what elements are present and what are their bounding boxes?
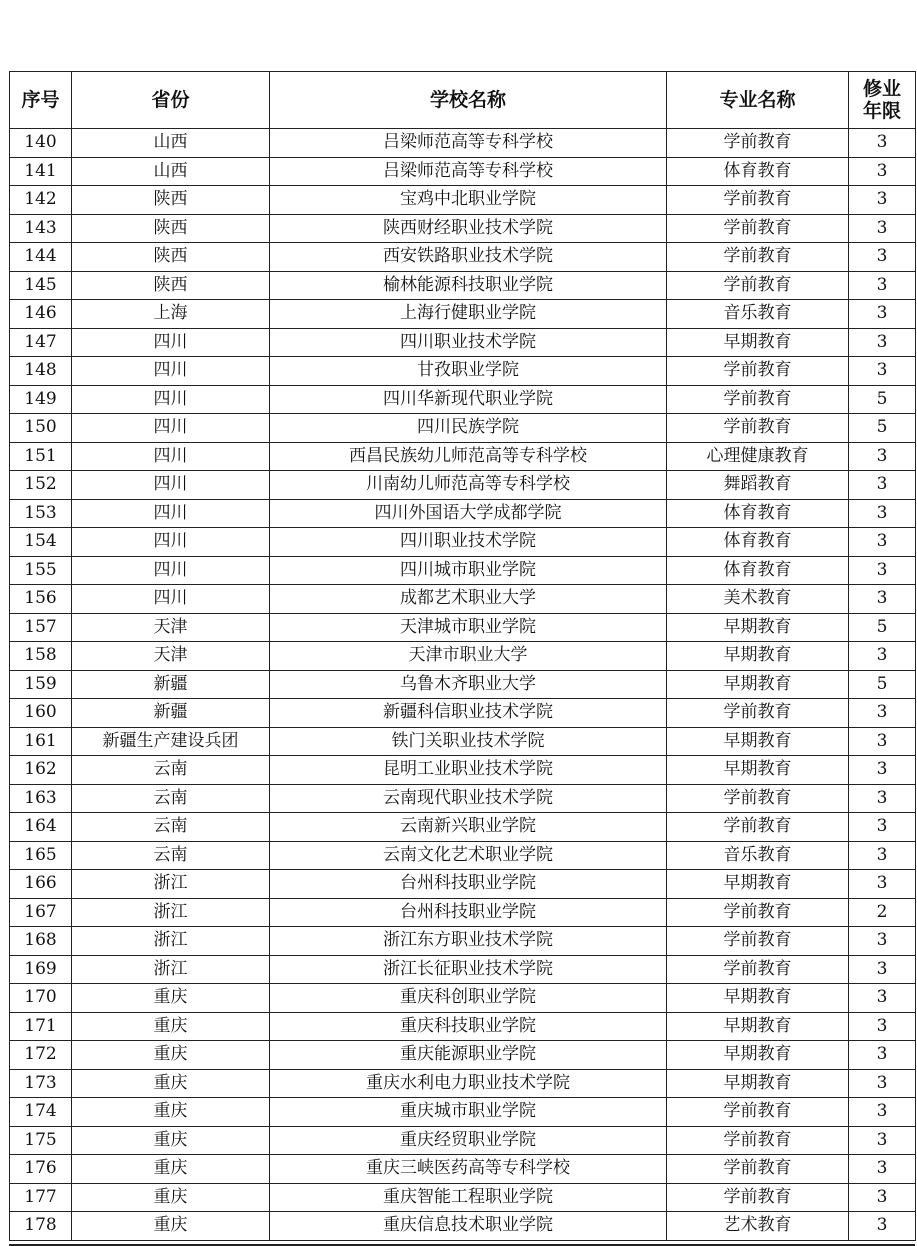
cell-years: 3: [849, 214, 916, 243]
cell-province: 四川: [72, 385, 270, 414]
table-row: [10, 214, 916, 243]
cell-index: 174: [10, 1098, 72, 1127]
cell-province: 山西: [72, 129, 270, 158]
cell-school: 重庆科创职业学院: [270, 984, 667, 1013]
cell-school: 天津市职业大学: [270, 642, 667, 671]
cell-major: 学前教育: [667, 898, 849, 927]
cell-school: 乌鲁木齐职业大学: [270, 670, 667, 699]
cell-province: 四川: [72, 528, 270, 557]
cell-index: 175: [10, 1126, 72, 1155]
cell-province: 浙江: [72, 898, 270, 927]
cell-index: 147: [10, 328, 72, 357]
cell-years: 3: [849, 157, 916, 186]
table-row: [10, 813, 916, 842]
cell-index: 173: [10, 1069, 72, 1098]
cell-years: 3: [849, 1069, 916, 1098]
cell-province: 新疆: [72, 670, 270, 699]
table-row: [10, 243, 916, 272]
cell-major: 体育教育: [667, 556, 849, 585]
table-row: [10, 699, 916, 728]
cell-province: 云南: [72, 756, 270, 785]
cell-years: 3: [849, 499, 916, 528]
cell-province: 云南: [72, 841, 270, 870]
table-row: [10, 955, 916, 984]
cell-years: 3: [849, 271, 916, 300]
cell-years: 3: [849, 129, 916, 158]
table-row: [10, 157, 916, 186]
cell-major: 美术教育: [667, 585, 849, 614]
cell-years: 5: [849, 385, 916, 414]
table-row: [10, 1012, 916, 1041]
cell-major: 音乐教育: [667, 841, 849, 870]
cell-years: 3: [849, 1212, 916, 1241]
cell-index: 164: [10, 813, 72, 842]
cell-province: 天津: [72, 642, 270, 671]
cell-index: 171: [10, 1012, 72, 1041]
table-row: [10, 1155, 916, 1184]
cell-index: 176: [10, 1155, 72, 1184]
cell-years: 3: [849, 471, 916, 500]
cell-index: 165: [10, 841, 72, 870]
cell-province: 四川: [72, 585, 270, 614]
table-row: [10, 642, 916, 671]
cell-index: 158: [10, 642, 72, 671]
cell-major: 学前教育: [667, 414, 849, 443]
cell-province: 上海: [72, 300, 270, 329]
cell-province: 天津: [72, 613, 270, 642]
cell-years: 3: [849, 756, 916, 785]
cell-major: 学前教育: [667, 927, 849, 956]
table-row: [10, 784, 916, 813]
table-row: [10, 471, 916, 500]
cell-index: 161: [10, 727, 72, 756]
cell-years: 3: [849, 442, 916, 471]
cell-major: 学前教育: [667, 784, 849, 813]
header-row: [10, 72, 916, 129]
table-row: [10, 756, 916, 785]
cell-school: 铁门关职业技术学院: [270, 727, 667, 756]
cell-province: 四川: [72, 499, 270, 528]
cell-school: 甘孜职业学院: [270, 357, 667, 386]
cell-years: 3: [849, 955, 916, 984]
cell-major: 体育教育: [667, 499, 849, 528]
cell-major: 早期教育: [667, 1041, 849, 1070]
cell-major: 早期教育: [667, 328, 849, 357]
cell-major: 早期教育: [667, 984, 849, 1013]
cell-major: 早期教育: [667, 613, 849, 642]
cell-years: 3: [849, 1041, 916, 1070]
cell-years: 3: [849, 1012, 916, 1041]
cell-school: 西昌民族幼儿师范高等专科学校: [270, 442, 667, 471]
cell-index: 160: [10, 699, 72, 728]
cell-major: 学前教育: [667, 1126, 849, 1155]
table-row: [10, 727, 916, 756]
cell-province: 新疆生产建设兵团: [72, 727, 270, 756]
cell-index: 141: [10, 157, 72, 186]
cell-school: 川南幼儿师范高等专科学校: [270, 471, 667, 500]
cell-major: 早期教育: [667, 642, 849, 671]
cell-major: 学前教育: [667, 129, 849, 158]
cell-province: 重庆: [72, 1155, 270, 1184]
cell-index: 177: [10, 1183, 72, 1212]
table-row: [10, 499, 916, 528]
table-row: [10, 129, 916, 158]
cell-school: 吕梁师范高等专科学校: [270, 157, 667, 186]
cell-years: 3: [849, 186, 916, 215]
cell-major: 学前教育: [667, 699, 849, 728]
cell-index: 142: [10, 186, 72, 215]
cell-index: 151: [10, 442, 72, 471]
cell-province: 重庆: [72, 1098, 270, 1127]
cell-school: 宝鸡中北职业学院: [270, 186, 667, 215]
cell-index: 169: [10, 955, 72, 984]
cell-school: 重庆科技职业学院: [270, 1012, 667, 1041]
cell-school: 浙江长征职业技术学院: [270, 955, 667, 984]
cell-index: 178: [10, 1212, 72, 1241]
table-row: [10, 927, 916, 956]
cell-province: 陕西: [72, 271, 270, 300]
cell-school: 重庆智能工程职业学院: [270, 1183, 667, 1212]
header-province: 省份: [72, 72, 270, 129]
cell-school: 四川职业技术学院: [270, 528, 667, 557]
cell-school: 成都艺术职业大学: [270, 585, 667, 614]
table-row: [10, 1212, 916, 1241]
cell-school: 西安铁路职业技术学院: [270, 243, 667, 272]
cell-province: 浙江: [72, 870, 270, 899]
cell-index: 148: [10, 357, 72, 386]
cell-years: 3: [849, 556, 916, 585]
cell-index: 152: [10, 471, 72, 500]
cell-years: 3: [849, 585, 916, 614]
cell-major: 学前教育: [667, 1183, 849, 1212]
table-row: [10, 1183, 916, 1212]
cell-major: 早期教育: [667, 1069, 849, 1098]
cell-major: 心理健康教育: [667, 442, 849, 471]
cell-major: 舞蹈教育: [667, 471, 849, 500]
cell-province: 四川: [72, 442, 270, 471]
cell-major: 音乐教育: [667, 300, 849, 329]
cell-province: 重庆: [72, 984, 270, 1013]
cell-years: 3: [849, 699, 916, 728]
school-major-table: [9, 71, 916, 1241]
cell-years: 3: [849, 1098, 916, 1127]
cell-school: 重庆水利电力职业技术学院: [270, 1069, 667, 1098]
table-row: [10, 670, 916, 699]
cell-years: 3: [849, 328, 916, 357]
table-row: [10, 984, 916, 1013]
cell-school: 云南现代职业技术学院: [270, 784, 667, 813]
table-row: [10, 1126, 916, 1155]
cell-index: 150: [10, 414, 72, 443]
cell-province: 重庆: [72, 1069, 270, 1098]
cell-index: 144: [10, 243, 72, 272]
cell-years: 2: [849, 898, 916, 927]
cell-major: 艺术教育: [667, 1212, 849, 1241]
cell-years: 3: [849, 984, 916, 1013]
cell-years: 3: [849, 927, 916, 956]
cell-index: 153: [10, 499, 72, 528]
cell-province: 四川: [72, 328, 270, 357]
cell-province: 重庆: [72, 1126, 270, 1155]
cell-years: 5: [849, 670, 916, 699]
table-header: [10, 72, 916, 129]
table-row: [10, 1041, 916, 1070]
cell-school: 四川职业技术学院: [270, 328, 667, 357]
cell-major: 学前教育: [667, 214, 849, 243]
cell-years: 3: [849, 870, 916, 899]
cell-school: 吕梁师范高等专科学校: [270, 129, 667, 158]
cell-years: 3: [849, 1155, 916, 1184]
cell-province: 山西: [72, 157, 270, 186]
cell-index: 168: [10, 927, 72, 956]
table-row: [10, 186, 916, 215]
cell-province: 云南: [72, 784, 270, 813]
table-row: [10, 585, 916, 614]
table-row: [10, 1069, 916, 1098]
cell-major: 学前教育: [667, 1098, 849, 1127]
header-years-line1: 修业: [862, 78, 901, 100]
cell-school: 重庆信息技术职业学院: [270, 1212, 667, 1241]
cell-province: 四川: [72, 414, 270, 443]
cell-years: 3: [849, 1126, 916, 1155]
cell-index: 172: [10, 1041, 72, 1070]
cell-school: 重庆三峡医药高等专科学校: [270, 1155, 667, 1184]
cell-school: 四川民族学院: [270, 414, 667, 443]
cell-province: 重庆: [72, 1212, 270, 1241]
table-row: [10, 414, 916, 443]
cell-years: 3: [849, 1183, 916, 1212]
cell-school: 四川城市职业学院: [270, 556, 667, 585]
table-row: [10, 613, 916, 642]
cell-school: 重庆经贸职业学院: [270, 1126, 667, 1155]
table-row: [10, 357, 916, 386]
header-major: 专业名称: [667, 72, 849, 129]
cell-years: 3: [849, 642, 916, 671]
table-row: [10, 385, 916, 414]
cell-school: 重庆能源职业学院: [270, 1041, 667, 1070]
header-index: 序号: [10, 72, 72, 129]
cell-index: 162: [10, 756, 72, 785]
cell-index: 156: [10, 585, 72, 614]
cell-major: 学前教育: [667, 243, 849, 272]
table-row: [10, 442, 916, 471]
cell-years: 3: [849, 528, 916, 557]
table-row: [10, 1098, 916, 1127]
cell-index: 159: [10, 670, 72, 699]
cell-major: 学前教育: [667, 271, 849, 300]
cell-years: 3: [849, 357, 916, 386]
cell-index: 140: [10, 129, 72, 158]
cell-school: 重庆城市职业学院: [270, 1098, 667, 1127]
header-school: 学校名称: [270, 72, 667, 129]
cell-major: 学前教育: [667, 357, 849, 386]
cell-school: 榆林能源科技职业学院: [270, 271, 667, 300]
cell-province: 浙江: [72, 955, 270, 984]
header-years: [849, 72, 916, 129]
cell-index: 155: [10, 556, 72, 585]
table-row: [10, 300, 916, 329]
table-row: [10, 328, 916, 357]
cell-province: 四川: [72, 357, 270, 386]
cell-province: 云南: [72, 813, 270, 842]
table-row: [10, 841, 916, 870]
cell-province: 陕西: [72, 186, 270, 215]
cell-major: 早期教育: [667, 870, 849, 899]
cell-school: 台州科技职业学院: [270, 870, 667, 899]
cell-index: 163: [10, 784, 72, 813]
cell-school: 四川华新现代职业学院: [270, 385, 667, 414]
cell-years: 5: [849, 414, 916, 443]
cell-index: 167: [10, 898, 72, 927]
table-row: [10, 528, 916, 557]
cell-school: 新疆科信职业技术学院: [270, 699, 667, 728]
cell-years: 3: [849, 841, 916, 870]
table-body: [10, 129, 916, 1241]
cell-years: 5: [849, 613, 916, 642]
cell-province: 重庆: [72, 1041, 270, 1070]
cell-index: 166: [10, 870, 72, 899]
cell-province: 浙江: [72, 927, 270, 956]
cell-major: 学前教育: [667, 955, 849, 984]
table-row: [10, 556, 916, 585]
cell-index: 145: [10, 271, 72, 300]
cell-years: 3: [849, 300, 916, 329]
cell-province: 陕西: [72, 243, 270, 272]
cell-province: 四川: [72, 471, 270, 500]
cell-province: 重庆: [72, 1183, 270, 1212]
cell-major: 早期教育: [667, 727, 849, 756]
cell-province: 重庆: [72, 1012, 270, 1041]
cell-major: 体育教育: [667, 157, 849, 186]
cell-school: 天津城市职业学院: [270, 613, 667, 642]
cell-index: 143: [10, 214, 72, 243]
cell-major: 学前教育: [667, 186, 849, 215]
cell-school: 浙江东方职业技术学院: [270, 927, 667, 956]
cell-major: 体育教育: [667, 528, 849, 557]
cell-major: 早期教育: [667, 756, 849, 785]
header-years-line2: 年限: [862, 100, 901, 122]
cell-years: 3: [849, 243, 916, 272]
cell-school: 上海行健职业学院: [270, 300, 667, 329]
table-row: [10, 870, 916, 899]
cell-major: 早期教育: [667, 670, 849, 699]
cell-years: 3: [849, 813, 916, 842]
cell-index: 149: [10, 385, 72, 414]
cell-school: 四川外国语大学成都学院: [270, 499, 667, 528]
table-row: [10, 271, 916, 300]
cell-province: 四川: [72, 556, 270, 585]
cell-major: 学前教育: [667, 813, 849, 842]
cell-index: 146: [10, 300, 72, 329]
table-row: [10, 898, 916, 927]
cell-school: 陕西财经职业技术学院: [270, 214, 667, 243]
cell-years: 3: [849, 727, 916, 756]
cell-index: 154: [10, 528, 72, 557]
cell-school: 云南新兴职业学院: [270, 813, 667, 842]
cell-province: 陕西: [72, 214, 270, 243]
cell-school: 台州科技职业学院: [270, 898, 667, 927]
cell-major: 学前教育: [667, 385, 849, 414]
cell-years: 3: [849, 784, 916, 813]
cell-major: 学前教育: [667, 1155, 849, 1184]
cell-school: 云南文化艺术职业学院: [270, 841, 667, 870]
cell-index: 157: [10, 613, 72, 642]
cell-province: 新疆: [72, 699, 270, 728]
cell-index: 170: [10, 984, 72, 1013]
cell-school: 昆明工业职业技术学院: [270, 756, 667, 785]
cell-major: 早期教育: [667, 1012, 849, 1041]
